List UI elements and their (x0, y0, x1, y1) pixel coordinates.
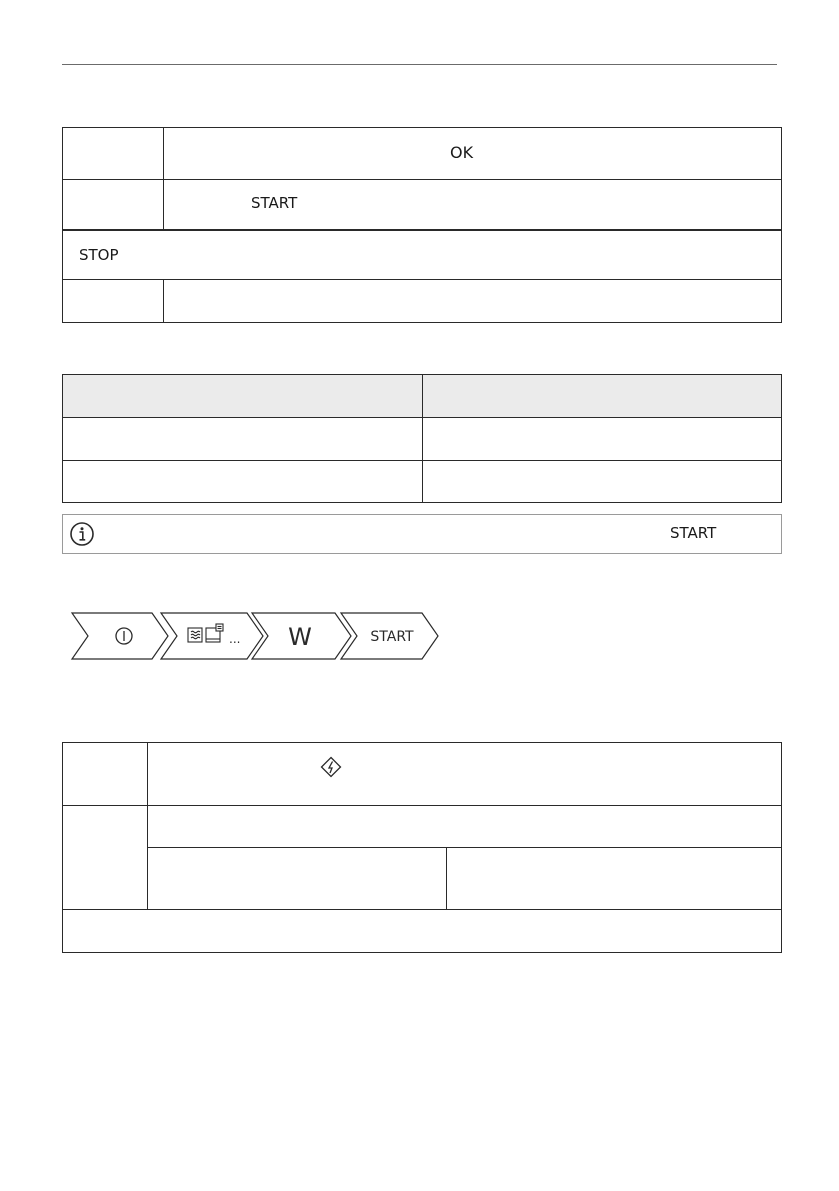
sequence-step-start-label: START (370, 629, 414, 645)
sequence-step-w-label: W (288, 623, 312, 651)
table-row-divider (147, 847, 781, 848)
sequence-step-power (72, 613, 168, 659)
table-row-divider (63, 805, 781, 806)
procedure-table-2 (62, 742, 782, 953)
settings-table (62, 374, 782, 503)
stop-key-label: STOP (79, 246, 119, 264)
sequence-step-start (341, 613, 438, 659)
procedure-table-1 (62, 127, 782, 323)
table-row-divider (63, 909, 781, 910)
table-col-divider (147, 743, 148, 909)
table-row-divider (63, 279, 781, 280)
ok-key-label: OK (450, 143, 474, 162)
start-diamond-icon (320, 756, 342, 778)
table-row-divider (63, 229, 781, 231)
table-col-divider (422, 375, 423, 502)
table-col-divider (163, 279, 164, 322)
info-note (62, 514, 782, 554)
table-col-divider (163, 128, 164, 229)
sequence-step-power-level (252, 613, 351, 659)
sequence-step-ellipsis: ... (229, 632, 241, 646)
operation-sequence (70, 610, 442, 662)
info-icon (69, 521, 95, 547)
table-col-divider (446, 847, 447, 909)
sequence-step-functions (161, 613, 263, 659)
start-key-label: START (251, 194, 298, 212)
start-key-label: START (670, 524, 717, 542)
header-rule (62, 64, 777, 65)
table-row-divider (63, 179, 781, 180)
